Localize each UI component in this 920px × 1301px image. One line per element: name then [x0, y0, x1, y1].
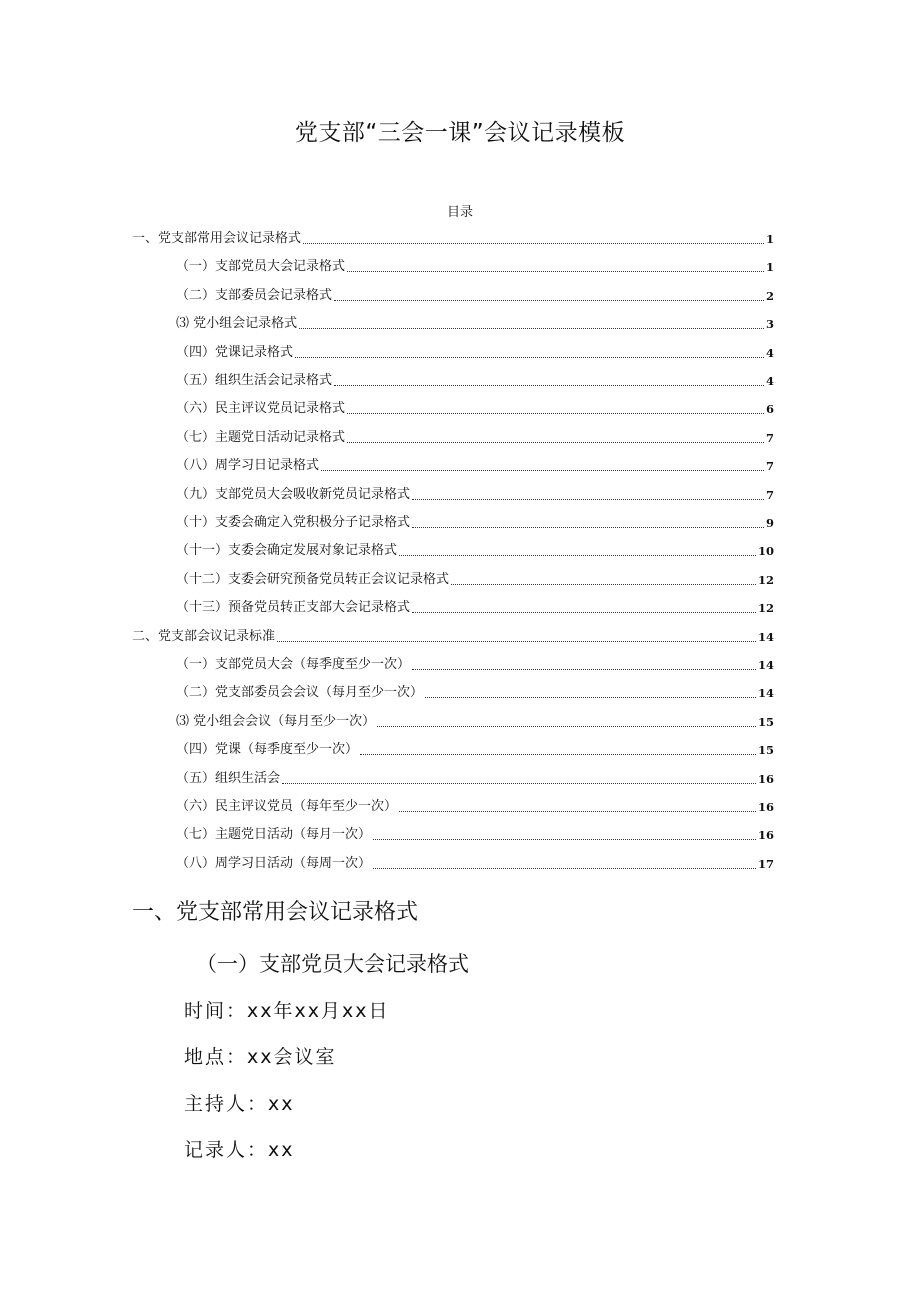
toc-entry-page: 14 — [757, 686, 774, 701]
toc-entry[interactable] — [176, 682, 774, 704]
toc-entry-page: 12 — [757, 601, 774, 616]
toc-entry[interactable] — [176, 597, 774, 619]
toc-leader-dots — [347, 270, 764, 272]
toc-entry-page: 16 — [757, 800, 774, 814]
toc-entry[interactable] — [176, 455, 774, 477]
toc-entry-label: （四）党课（每季度至少一次） — [176, 742, 359, 758]
toc-entry-page: 6 — [765, 402, 774, 417]
toc-leader-dots — [412, 498, 764, 500]
toc-entry-label: （十二）支委会研究预备党员转正会议记录格式 — [176, 571, 450, 587]
toc-leader-dots — [373, 838, 756, 840]
toc-entry-label: （二）党支部委员会会议（每月至少一次） — [176, 685, 424, 701]
toc-leader-dots — [321, 469, 764, 471]
toc-leader-dots — [412, 611, 756, 613]
document-title: 党支部“三会一课”会议记录模板 — [294, 120, 626, 146]
meeting-time-field — [184, 996, 389, 1023]
toc-entry-page: 3 — [765, 317, 774, 332]
toc-entry-page: 15 — [757, 743, 774, 758]
toc-entry-page: 1 — [765, 260, 774, 275]
toc-leader-dots — [399, 554, 756, 556]
toc-entry-label: （九）支部党员大会吸收新党员记录格式 — [176, 486, 411, 502]
toc-entry-label: （五）组织生活会记录格式 — [176, 373, 333, 388]
toc-leader-dots — [299, 327, 764, 329]
toc-entry-label: （二）支部委员会记录格式 — [176, 287, 333, 303]
toc-leader-dots — [347, 441, 764, 443]
toc-entry-label: （十一）支委会确定发展对象记录格式 — [176, 543, 398, 559]
toc-entry-page: 15 — [757, 714, 774, 729]
toc-entry-page: 12 — [757, 572, 774, 587]
toc-entry[interactable] — [176, 711, 774, 733]
toc-entry-label: （十）支委会确定入党积极分子记录格式 — [176, 515, 411, 530]
toc-entry-page: 16 — [757, 771, 774, 786]
toc-entry-page: 7 — [765, 430, 774, 445]
toc-leader-dots — [303, 242, 764, 244]
toc-entry-label: （七）主题党日活动（每月一次） — [176, 827, 372, 843]
field-label: 主持人： — [184, 1093, 269, 1115]
toc-leader-dots — [412, 526, 764, 528]
toc-leader-dots — [373, 867, 756, 869]
toc-entry-label: （七）主题党日活动记录格式 — [176, 429, 346, 445]
toc-entry-page: 7 — [765, 459, 774, 474]
field-label: 地点： — [184, 1046, 248, 1068]
field-value: xx会议室 — [247, 1046, 337, 1068]
toc-leader-dots — [360, 753, 756, 755]
toc-entry-label: ⑶ 党小组会会议（每月至少一次） — [176, 713, 376, 729]
toc-entry-label: （六）民主评议党员记录格式 — [176, 401, 346, 417]
subsection-heading: （一）支部党员大会记录格式 — [196, 952, 469, 976]
toc-leader-dots — [347, 412, 764, 414]
toc-entry[interactable] — [176, 398, 774, 420]
toc-entry-label: （十三）预备党员转正支部大会记录格式 — [176, 600, 411, 616]
toc-entry-label: （四）党课记录格式 — [176, 344, 294, 360]
toc-entry-page: 1 — [765, 232, 774, 246]
toc-entry[interactable] — [176, 427, 774, 449]
toc-entry-page: 16 — [757, 828, 774, 843]
meeting-recorder-field — [184, 1135, 295, 1162]
toc-entry[interactable] — [176, 285, 774, 307]
toc-entry[interactable] — [176, 569, 774, 591]
toc-leader-dots — [334, 299, 764, 301]
field-value: xx — [268, 1093, 295, 1115]
toc-entry-page: 17 — [757, 856, 774, 871]
toc-leader-dots — [412, 668, 756, 670]
field-label: 时间： — [184, 1000, 248, 1022]
toc-heading: 目录 — [446, 205, 473, 220]
field-value: xx年xx月xx日 — [247, 1000, 390, 1022]
toc-entry[interactable] — [176, 824, 774, 846]
toc-entry-page: 4 — [765, 345, 774, 360]
field-label: 记录人： — [184, 1139, 269, 1161]
toc-entry-page: 10 — [757, 544, 774, 559]
toc-leader-dots — [277, 640, 756, 642]
toc-entry[interactable] — [176, 739, 774, 761]
toc-leader-dots — [451, 583, 756, 585]
toc-entry[interactable] — [132, 626, 774, 648]
toc-entry-label: （一）支部党员大会（每季度至少一次） — [176, 657, 411, 672]
field-value: xx — [268, 1139, 295, 1161]
toc-entry[interactable] — [176, 512, 774, 534]
toc-entry-label: （八）周学习日活动（每周一次） — [176, 855, 372, 871]
toc-leader-dots — [295, 356, 764, 358]
toc-entry-page: 4 — [765, 374, 774, 388]
meeting-host-field — [184, 1089, 295, 1116]
toc-leader-dots — [377, 725, 756, 727]
meeting-location-field — [184, 1042, 337, 1069]
toc-entry[interactable] — [176, 796, 774, 818]
toc-leader-dots — [282, 782, 756, 784]
toc-entry-page: 14 — [757, 629, 774, 644]
toc-entry-label: （八）周学习日记录格式 — [176, 458, 320, 474]
toc-entry[interactable] — [176, 768, 774, 790]
toc-entry-page: 14 — [757, 658, 774, 672]
toc-entry[interactable] — [176, 313, 774, 335]
toc-entry-label: 一、党支部常用会议记录格式 — [132, 231, 302, 246]
toc-leader-dots — [334, 384, 764, 386]
toc-entry[interactable] — [176, 370, 774, 392]
toc-entry-label: （一）支部党员大会记录格式 — [176, 259, 346, 275]
toc-entry[interactable] — [132, 228, 774, 250]
toc-entry-page: 9 — [765, 516, 774, 530]
toc-leader-dots — [399, 810, 756, 812]
toc-entry-page: 2 — [765, 288, 774, 303]
toc-leader-dots — [425, 696, 756, 698]
toc-entry-label: （五）组织生活会 — [176, 770, 281, 786]
section-heading: 一、党支部常用会议记录格式 — [132, 900, 419, 925]
toc-entry[interactable] — [176, 342, 774, 364]
toc-entry-label: ⑶ 党小组会记录格式 — [176, 316, 298, 332]
toc-entry[interactable] — [176, 484, 774, 506]
toc-entry[interactable] — [176, 540, 774, 562]
toc-entry-label: 二、党支部会议记录标准 — [132, 628, 276, 644]
toc-entry[interactable] — [176, 256, 774, 278]
toc-entry[interactable] — [176, 853, 774, 875]
toc-entry-page: 7 — [765, 487, 774, 502]
toc-entry-label: （六）民主评议党员（每年至少一次） — [176, 799, 398, 814]
toc-entry[interactable] — [176, 654, 774, 676]
